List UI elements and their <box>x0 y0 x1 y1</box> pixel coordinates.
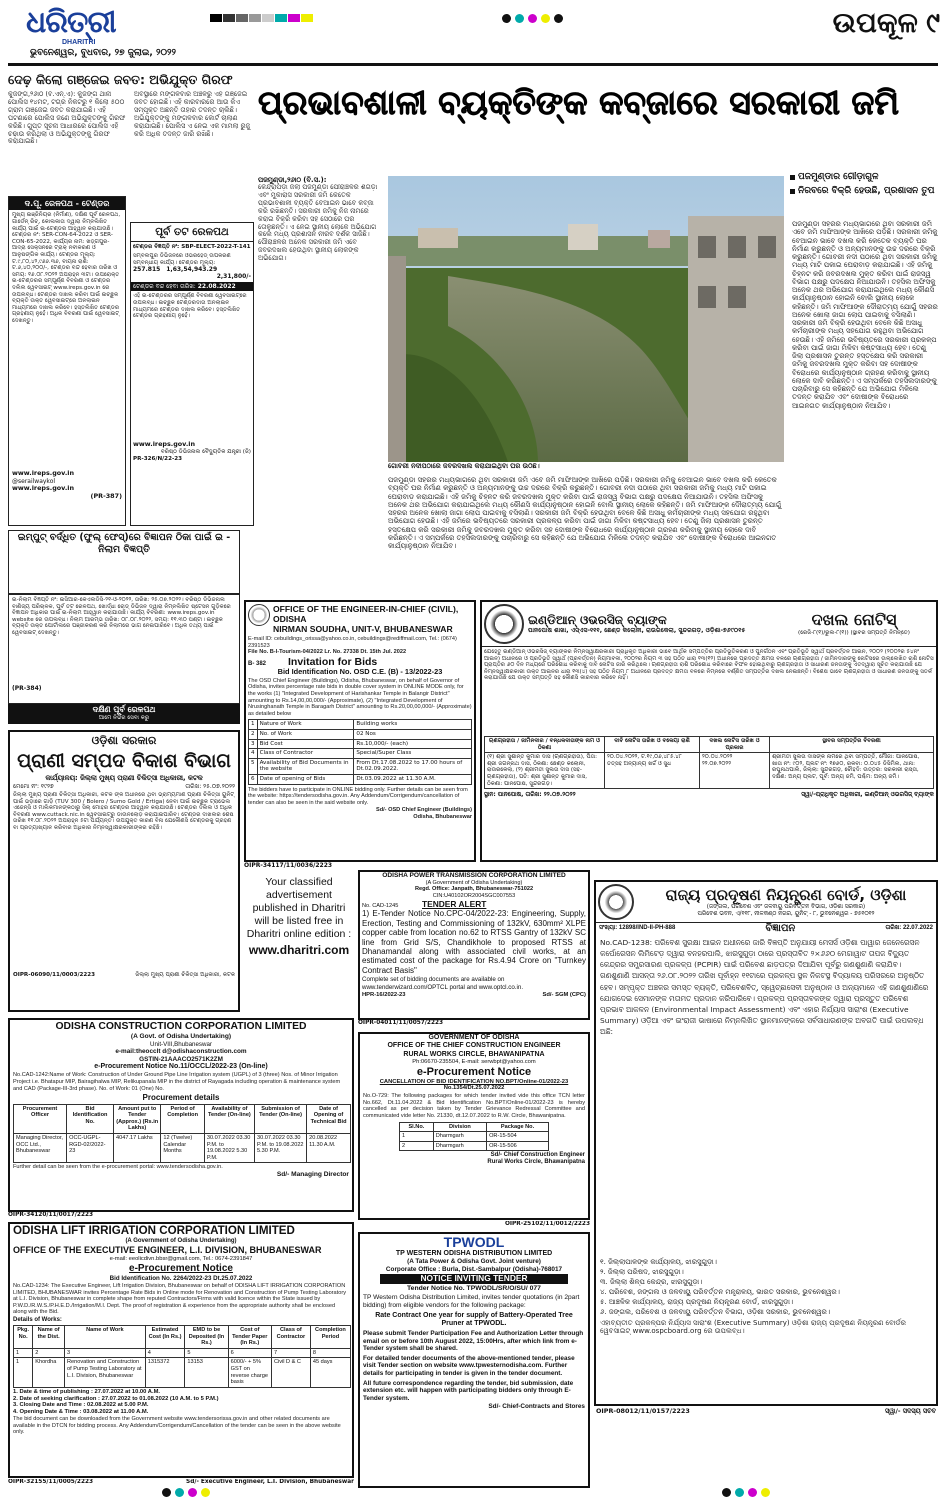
olic-ad <box>8 1222 354 1478</box>
occl-header: Availability of Tender (On-line) <box>204 1104 254 1133</box>
animal-resources-ad <box>8 730 240 1012</box>
auction-title: ଇମ୍ପୁଟ୍ ବର୍ଦ୍ଧିତ (ଫୁଲ୍ ଫେସ୍)ରେ ବିଜ୍ଞାପନ ଠିକା ପାଇଁ ଇ - ନିଲାମ ବିଜ୍ଞପ୍ତି <box>17 532 231 555</box>
ecor-code: PR-326/N/22-23 <box>133 455 183 462</box>
olic-col-index: 3 <box>64 1348 145 1358</box>
optcl-office: Regd. Office: Janpath, Bhubaneswar-751022 <box>414 886 534 893</box>
tpwodl-office: Corporate Office : Burla, Dist.-Sambalpur (Odisha)-768017 <box>385 1265 563 1273</box>
logo-text: ଧରିତ୍ରୀ <box>26 6 116 40</box>
lead-intro: କେନ୍ଦ୍ରାପଡ଼ା ଜିଲା ପଜମୁଣ୍ଡା ପୌରାଞ୍ଚଳର ଶଗଡ଼ା ଏବଂ ମୁକାରାସ ସରକାରୀ ଜମି କେତେକ ପ୍ରଭାବଶାଳୀ ବ୍ୟକ୍ତି ବେଆଇନ ଭାବେ କବ୍‌ଜା କରି ରଖିଛନ୍ତି। ସରକାରୀ ଜମିକୁ ନିଜ ନାମରେ କରାଇ ବିକ୍ରି କରିବା ସହ ସେଠାରେ ଘର ତୋଳୁଛନ୍ତି। ଏ ନେଇ ସ୍ଥାନୀୟ ଲୋକେ ଅଭିଯୋଗ କଲେ ମଧ୍ୟ ପ୍ରଶାସନ ନୀରବ ଦର୍ଶକ ସାଜିଛି। ପୌରାଞ୍ଚଳର ଅନେକ ସରକାରୀ ଜମି ଏବେ ଜବରଦଖଲ ହେଉଥିବା ସ୍ଥାନୀୟ ଲୋକଙ୍କ ଅଭିଯୋଗ। <box>258 184 378 263</box>
animal-code: OIPR-06090/11/0003/2223 <box>13 972 96 979</box>
olic-email: e-mail: eeolicdivn.bbsr@gmail.com, Tel.: 0674-2391847 <box>109 1256 253 1263</box>
iob-bank-name: ଇଣ୍ଡିଆନ୍ ଓଭରସିଜ୍ ବ୍ୟାଙ୍କ <box>528 613 667 628</box>
olic-table <box>13 1325 351 1388</box>
optcl-cad: No. CAD-1245 <box>362 902 399 909</box>
eic-table-row <box>249 775 472 785</box>
olic-col-index: 1 <box>14 1348 33 1358</box>
eic-row-label: Availability of Bid Documents in the website <box>257 758 354 774</box>
iob-c3a: ୨୦.୦୪.୨୦୨୨ <box>702 754 733 761</box>
olic-date-line: 1. Date & time of publishing : 27.07.2022 at 10.00 A.M. <box>13 1388 161 1395</box>
ecor-value: 1,63,54,943.29 <box>166 266 218 274</box>
olic-cell: 1 <box>14 1358 33 1387</box>
occl-further: Further detail can be seen from the e-procurement portal: www.tendersodisha.gov.in. <box>13 1164 223 1171</box>
spcb-list-item: ୫. ଆଞ୍ଚଳିକ କାର୍ଯ୍ୟାଳୟ, ରାଜ୍ୟ ପ୍ରଦୂଷଣ ନିୟନ୍ତ୍ରଣ ବୋର୍ଡ, ଝାରସୁଗୁଡ଼ା। <box>600 1297 794 1306</box>
spcb-name: ରାଜ୍ୟ ପ୍ରଦୂଷଣ ନିୟନ୍ତ୍ରଣ ବୋର୍ଡ, ଓଡ଼ିଶା <box>665 886 907 905</box>
olic-code: OIPR-32155/11/0005/2223 <box>8 1479 94 1485</box>
occl-header: Bid Identification No. <box>67 1104 114 1133</box>
olic-more: The bid document can be downloaded from the Government website www.tendersorissa.gov.in and other related documents are available in the DTCN for bidding process. Any Addendum/Corrigendum/Cancellation of the tender can be seen in the above website only. <box>13 1416 341 1436</box>
occl-body: No.CAD-1242:Name of Work: Construction of Under Ground Pipe Line Irrigation system (UGPL) of 3 (three) Nos. of Minor Irrigation Project i.e. Bhatapur MIP, Bairagihalwa MIP, Relikupanala MIP in the district of Rayagada including operation & maintenance system and CAD (Package-III-3rd phase). No. of Work: 01 (One) No. <box>13 1072 341 1092</box>
eic-row-index: 2 <box>249 730 258 740</box>
spcb-adv: ବିଜ୍ଞାପନ <box>765 923 796 934</box>
rwd-govt: GOVERNMENT OF ODISHA <box>428 1034 520 1041</box>
occl-cell: Managing Director, OCC Ltd., Bhubaneswar <box>14 1134 67 1163</box>
iob-branch: ପାନପୋଷ ଶାଖା, ଏସ୍ଏସ-୧୧୧, ଛେଣ୍ଡ କଲୋନୀ, ରାଉରକେଲା, ସୁନ୍ଦରଗଡ଼, ଓଡ଼ିଶା-୭୬୯୦୧୫ <box>528 627 746 635</box>
rail-ad-body: ମୁଖ୍ୟ ଇଞ୍ଜିନିୟର (ନିର୍ମାଣ), ଦକ୍ଷିଣ ପୂର୍ବ ରେଳପଥ, ଗାର୍ଡେନ୍ ରିଚ୍, କୋଲକାତା ଦ୍ୱାରା ନିମ୍ନଲିଖିତ କାର୍ଯ୍ୟ ପାଇଁ ଇ-ଟେଣ୍ଡର ଆହ୍ୱାନ କରାଯାଉଛି। ଟେଣ୍ଡର ନଂ: SER-CON-64-2022 ଓ SER-CON-65-2022, କାର୍ଯ୍ୟର ନାମ: ଖଡ଼୍ଗପୁର-ଆଦ୍ରା ସେକ୍ସନରେ ଟ୍ରାକ୍ ନବୀକରଣ ଓ ଆନୁଷଙ୍ଗିକ କାର୍ଯ୍ୟ। ଟେଣ୍ଡର ମୂଲ୍ୟ: ଟ.୯,୮୦,୪୨,୯୬୬.୩୬, ବାୟନା ରାଶି: ଟ.୬,୪୦,୨୦୦/-, ଟେଣ୍ଡର ବନ୍ଦ ହେବାର ତାରିଖ ଓ ସମୟ: ୧୬.୦୮.୨୦୨୨ ଅପରାହ୍ନ ୩ଟା। ଉପରୋକ୍ତ ଇ-ଟେଣ୍ଡରର ସମ୍ପୂର୍ଣ୍ଣ ବିବରଣୀ ଓ ଟେଣ୍ଡର ଦଲିଲ ୱେବସାଇଟ୍ www.ireps.gov.in ରେ ଉପଲବ୍ଧ। ଟେଣ୍ଡର ଦାଖଲ କରିବା ପାଇଁ ଇଚ୍ଛୁକ ବ୍ୟକ୍ତି ଉକ୍ତ ୱେବସାଇଟ୍‌ରେ ଅନଲାଇନ ମାଧ୍ୟମରେ ଦାଖଲ କରିବେ। ହସ୍ତଲିଖିତ ଟେଣ୍ଡର ଗ୍ରହଣୀୟ ନୁହେଁ। ଅଧିକ ବିବରଣୀ ପାଇଁ ୱେବସାଇଟ୍ ଦେଖନ୍ତୁ। <box>12 212 121 324</box>
ecor-tender-ad <box>130 222 254 526</box>
occl-pd: Procurement details <box>142 1093 220 1103</box>
ecor-sign: ବରିଷ୍ଠ ଡିଭିଜନାଲ ବୈଦ୍ୟୁତିକ ଯନ୍ତ୍ରୀ (ଜି) <box>160 448 251 455</box>
color-dots-top <box>500 14 620 26</box>
rwd-cell: Dharmgarh <box>433 1141 486 1151</box>
eic-row-value: Special/Super Class <box>354 749 472 759</box>
section-name: ଉପକୂଳ <box>832 6 918 39</box>
olic-col-index: 7 <box>271 1348 310 1358</box>
ecor-close-label: ଟେଣ୍ଡର ବନ୍ଦ ହେବା ତାରିଖ: <box>133 283 196 291</box>
square-bullet-icon <box>790 189 795 194</box>
spcb-sign: ସ୍ୱା/- ସଦସ୍ୟ ସଚିବ <box>885 1408 936 1415</box>
optcl-note: Complete set of bidding documents are available on www.tenderwizard.com/OPTCL portal and www.optcl.co.in. <box>362 976 524 991</box>
logo-sub: DHARITRI <box>62 39 96 46</box>
eic-row-index: 3 <box>249 739 258 749</box>
iob-table <box>484 736 934 789</box>
square-bullet-icon <box>790 175 795 180</box>
lead-dateline: ପଜମୁଣ୍ଡା,୨୬ାଠ (ବି.ସ.): <box>258 176 327 184</box>
rwd-cell: OR-15-506 <box>487 1141 549 1151</box>
lead-body-lower: ପଜମୁଣ୍ଡା ସହରର ମଧ୍ୟଭାଗରେ ଥିବା ସରକାରୀ ଜମି ଏବେ ଜମି ମାଫିଆଙ୍କ ଆଖିରେ ପଡ଼ିଛି। ସରକାରୀ ଜମିକୁ ବେଆଇନ ଭାବେ ଦଖଲ କରି କେତେକ ବ୍ୟକ୍ତି ଘର ନିର୍ମାଣ କରୁଛନ୍ତି ଓ ଅନ୍ୟମାନଙ୍କୁ ଉଚ୍ଚ ଦରରେ ବିକ୍ରି କରୁଛନ୍ତି। ଗୋବରୀ ନଦୀ ପଠାରେ ଥିବା ସରକାରୀ ଜମିକୁ ମଧ୍ୟ ମାଟି ପକାଇ ଘେରାବାଡ଼ କରାଯାଇଛି। ଏହି ଜମିକୁ ଚିହ୍ନଟ କରି ଜବରଦଖଲ ମୁକ୍ତ କରିବା ପାଇଁ ରାଜସ୍ୱ ବିଭାଗ ପକ୍ଷରୁ ପଦକ୍ଷେପ ନିଆଯାଉନି। ତହସିଲ ଅଫିସକୁ ଅନେକ ଥର ଅଭିଯୋଗ କରାଯାଇଥିଲେ ମଧ୍ୟ କୌଣସି କାର୍ଯ୍ୟାନୁଷ୍ଠାନ ହୋଇନି ବୋଲି ସ୍ଥାନୀୟ ଲୋକେ କହିଛନ୍ତି। ଜମି ମାଫିଆଙ୍କ ଦୌରାତ୍ମ୍ୟ ଯୋଗୁଁ ସହରର ଅନେକ ଖୋଲା ଜାଗା ଲୋପ ପାଇବାକୁ ବସିଲାଣି। ସରକାରୀ ଜମି ବିକ୍ରି ହେଉଥିବା ବେଳେ କିଛି ଅସାଧୁ କର୍ମଚାରୀଙ୍କ ମଧ୍ୟ ସହଯୋଗ ରହୁଥିବା ଅଭିଯୋଗ ହେଉଛି। ଏହି ଜମିରେ ଭବିଷ୍ୟତରେ ସରକାରୀ ପ୍ରକଳ୍ପ କରିବା ପାଇଁ ଜାଗା ମିଳିବା କଷ୍ଟସାଧ୍ୟ ହେବ। ତେଣୁ ଜିଲା ପ୍ରଶାସନ ତୁରନ୍ତ ହସ୍ତକ୍ଷେପ କରି ସରକାରୀ ଜମିକୁ ଜବରଦଖଲ ମୁକ୍ତ କରିବା ସହ ଦୋଷୀଙ୍କ ବିରୋଧରେ କାର୍ଯ୍ୟାନୁଷ୍ଠାନ ଗ୍ରହଣ କରିବାକୁ ସ୍ଥାନୀୟ ଲୋକେ ଦାବି କରିଛନ୍ତି। ଏ ସମ୍ପର୍କରେ ତହସିଲଦାରଙ୍କୁ ପଚାରିବାରୁ ସେ କହିଛନ୍ତି ଯେ ଅଭିଯୋଗ ମିଳିଲେ ତଦନ୍ତ କରାଯିବ ଏବଂ ଦୋଷୀଙ୍କ ବିରୋଧରେ ଆଇନଗତ କାର୍ଯ୍ୟାନୁଷ୍ଠାନ ନିଆଯିବ। <box>388 476 782 550</box>
occl-code: OIPR-34120/11/0017/2223 <box>8 1212 94 1218</box>
tpwodl-heading: NOTICE INVITING TENDER <box>380 1274 568 1284</box>
eic-row-value: Dt.03.09.2022 at 11.30 A.M. <box>354 775 472 785</box>
bottom-color-marks <box>0 1488 945 1497</box>
eic-row-value: Rs.10,000/- (each) <box>354 739 472 749</box>
occl-cell: 20.08.2022 11.30 A.M. <box>307 1134 351 1163</box>
occl-header: Period of Completion <box>161 1104 204 1133</box>
animal-office: କାର୍ଯ୍ୟାଳୟ: ଜିଲ୍ଲା ମୁଖ୍ୟ ପ୍ରାଣୀ ଚିକିତ୍ସା ଅଧିକାରୀ, କଟକ <box>45 773 203 782</box>
spcb-foot: ଏହାବ୍ୟତୀତ ପ୍ରକଳ୍ପର ନିର୍ଯ୍ୟାସ ସାରାଂଶ (Executive Summary) ଓଡ଼ିଶା ରାଜ୍ୟ ପ୍ରଦୂଷଣ ନିୟନ୍ତ୍ରଣ ବୋର୍ଡର ୱେବସାଇଟ୍ www.ospcboard.org ରେ ଉପଲବ୍ଧ। <box>600 1318 906 1336</box>
olic-sign: Sd/- Executive Engineer, L.I. Division, Bhubaneswar <box>186 1479 354 1485</box>
rwd-cancel: CANCELLATION OF BID IDENTIFICATION NO.BPT/Online-01/2022-23 <box>379 1078 569 1085</box>
tpwodl-b4: All future correspondence regarding the tender, bid submission, date extension etc. will happen with participating bidders only through E-Tender system. <box>363 1379 574 1402</box>
animal-govt: ଓଡ଼ିଶା ସରକାର <box>91 734 157 747</box>
olic-date-line: 3. Closing Date and Time : 02.08.2022 at 5.00 P.M. <box>13 1402 149 1409</box>
tpwodl-name: TP WESTERN ODISHA DISTRIBUTION LIMITED <box>395 1250 553 1257</box>
spcb-code: OIPR-08012/11/0157/2223 <box>596 1408 690 1415</box>
rwd-code: OIPR-25102/11/0012/2223 <box>504 1221 590 1227</box>
optcl-sub: (A Government of Odisha Undertaking) <box>425 879 523 886</box>
eic-place: Odisha, Bhubaneswar <box>413 813 472 820</box>
section-title <box>780 4 940 44</box>
spcb-list <box>596 1257 936 1317</box>
eic-row-index: 5 <box>249 758 258 774</box>
lead-body-right: ପଜମୁଣ୍ଡା ସହରର ମଧ୍ୟଭାଗରେ ଥିବା ସରକାରୀ ଜମି ଏବେ ଜମି ମାଫିଆଙ୍କ ଆଖିରେ ପଡ଼ିଛି। ସରକାରୀ ଜମିକୁ ବେଆଇନ ଭାବେ ଦଖଲ କରି କେତେକ ବ୍ୟକ୍ତି ଘର ନିର୍ମାଣ କରୁଛନ୍ତି ଓ ଅନ୍ୟମାନଙ୍କୁ ଉଚ୍ଚ ଦରରେ ବିକ୍ରି କରୁଛନ୍ତି। ଗୋବରୀ ନଦୀ ପଠାରେ ଥିବା ସରକାରୀ ଜମିକୁ ମଧ୍ୟ ମାଟି ପକାଇ ଘେରାବାଡ଼ କରାଯାଇଛି। ଏହି ଜମିକୁ ଚିହ୍ନଟ କରି ଜବରଦଖଲ ମୁକ୍ତ କରିବା ପାଇଁ ରାଜସ୍ୱ ବିଭାଗ ପକ୍ଷରୁ ପଦକ୍ଷେପ ନିଆଯାଉନି। ତହସିଲ ଅଫିସକୁ ଅନେକ ଥର ଅଭିଯୋଗ କରାଯାଇଥିଲେ ମଧ୍ୟ କୌଣସି କାର୍ଯ୍ୟାନୁଷ୍ଠାନ ହୋଇନି ବୋଲି ସ୍ଥାନୀୟ ଲୋକେ କହିଛନ୍ତି। ଜମି ମାଫିଆଙ୍କ ଦୌରାତ୍ମ୍ୟ ଯୋଗୁଁ ସହରର ଅନେକ ଖୋଲା ଜାଗା ଲୋପ ପାଇବାକୁ ବସିଲାଣି। ସରକାରୀ ଜମି ବିକ୍ରି ହେଉଥିବା ବେଳେ କିଛି ଅସାଧୁ କର୍ମଚାରୀଙ୍କ ମଧ୍ୟ ସହଯୋଗ ରହୁଥିବା ଅଭିଯୋଗ ହେଉଛି। ଏହି ଜମିରେ ଭବିଷ୍ୟତରେ ସରକାରୀ ପ୍ରକଳ୍ପ କରିବା ପାଇଁ ଜାଗା ମିଳିବା କଷ୍ଟସାଧ୍ୟ ହେବ। ତେଣୁ ଜିଲା ପ୍ରଶାସନ ତୁରନ୍ତ ହସ୍ତକ୍ଷେପ କରି ସରକାରୀ ଜମିକୁ ଜବରଦଖଲ ମୁକ୍ତ କରିବା ସହ ଦୋଷୀଙ୍କ ବିରୋଧରେ କାର୍ଯ୍ୟାନୁଷ୍ଠାନ ଗ୍ରହଣ କରିବାକୁ ସ୍ଥାନୀୟ ଲୋକେ ଦାବି କରିଛନ୍ତି। ଏ ସମ୍ପର୍କରେ ତହସିଲଦାରଙ୍କୁ ପଚାରିବାରୁ ସେ କହିଛନ୍ତି ଯେ ଅଭିଯୋଗ ମିଳିଲେ ତଦନ୍ତ କରାଯିବ ଏବଂ ଦୋଷୀଙ୍କ ବିରୋଧରେ ଆଇନଗତ କାର୍ଯ୍ୟାନୁଷ୍ଠାନ ନିଆଯିବ। <box>792 220 938 410</box>
occl-header: Date of Opening of Technical Bid <box>307 1104 351 1133</box>
lead-story <box>258 72 940 594</box>
classified-text: Your classified advertisement published in Dharitri will be listed free in Dharitri online edition : <box>246 876 352 940</box>
iob-h4: ସ୍ଥାବର ସମ୍ପତ୍ତିର ବିବରଣୀ <box>770 737 934 753</box>
occl-header: Submission of Tender (On-line) <box>255 1104 307 1133</box>
iob-notice-title: ଦଖଲ ନୋଟିସ୍ <box>811 610 897 630</box>
rwd-cell: 1 <box>400 1132 434 1142</box>
optcl-code: OIPR-04011/11/0057/2223 <box>358 1020 444 1026</box>
eic-sign: Sd/- OSD Chief Engineer (Buildings) <box>375 807 472 814</box>
occl-cell: OCC-UGPL-RGD-02/2022-23 <box>67 1134 114 1163</box>
occl-proc: e-Procurement Notice No.11/OCCL/2022-23 (On-line) <box>94 1063 268 1071</box>
eic-row-index: 4 <box>249 749 258 759</box>
iob-logo-icon <box>484 604 524 644</box>
tpwodl-no: Tender Notice No. TPWODL/SR/O/SU/ 077 <box>407 1285 541 1293</box>
eic-table-row <box>249 730 472 740</box>
ecor-emd: 2,31,800/- <box>216 273 251 281</box>
iob-c3 <box>700 753 770 789</box>
olic-header: Class of Contractor <box>271 1326 310 1349</box>
rwd-ad <box>358 1032 590 1220</box>
ser-footer-name: ଦକ୍ଷିଣ ପୂର୍ବ ରେଳପଥ <box>92 705 156 714</box>
ser-footer-sub: ଆମେ ନିର୍ଭର ସେବା କରୁ <box>98 715 150 721</box>
tpwodl-sign: Sd/- Chief-Contracts and Stores <box>488 1403 585 1411</box>
spcb-body: No.CAD-1238: ପରିବେଶ ସୁରକ୍ଷା ଆଇନ ଅଧୀନରେ ଜାରି ବିଜ୍ଞପ୍ତି ଅନୁଯାୟୀ ମେସର୍ସ ଓଡ଼ିଶା ପାୱାର ଜେନେରେସନ କର୍ପୋରେସନ ଲିମିଟେଡ଼ ଦ୍ୱାରା ବନହରପାଲି, ଝାରସୁଗୁଡ଼ା ଠାରେ ପ୍ରସ୍ତାବିତ ୨×୬୬୦ ମେଗାୱାଟ ତାପଜ ବିଦ୍ୟୁତ କେନ୍ଦ୍ରର ସମ୍ପ୍ରସାରଣ ପ୍ରକଳ୍ପ (PCPIR) ପାଇଁ ପରିବେଶ ଛାଡ଼ପତ୍ର ଦିଆଯିବା ପୂର୍ବରୁ ଗଣଶୁଣାଣି କରାଯିବ। ଗଣଶୁଣାଣି ଆସନ୍ତା ୨୬.୦୮.୨୦୨୨ ତାରିଖ ପୂର୍ବାହ୍ନ ୧୧ଟାରେ ପ୍ରକଳ୍ପ ସ୍ଥଳ ନିକଟସ୍ଥ ବିଦ୍ୟାଳୟ ପରିସରରେ ଅନୁଷ୍ଠିତ ହେବ। ସମ୍ପୃକ୍ତ ଅଞ୍ଚଳର ସମସ୍ତ ବ୍ୟକ୍ତି, ପରିବେଶବିତ୍, ସ୍ୱେଚ୍ଛାସେବୀ ଅନୁଷ୍ଠାନ ଓ ଅନ୍ୟମାନେ ଏହି ଗଣଶୁଣାଣିରେ ଯୋଗଦେଇ ସେମାନଙ୍କ ମତାମତ ପ୍ରଦାନ କରିପାରିବେ। ପ୍ରକଳ୍ପ ପ୍ରସ୍ତାବକଙ୍କ ଦ୍ୱାରା ପ୍ରସ୍ତୁତ ପରିବେଶ ପ୍ରଭାବ ଆକଳନ (Environmental Impact Assessment) ଏବଂ ଏହାର ନିର୍ଯ୍ୟାସ ସାରାଂଶ (Executive Summary) ଓଡ଼ିଆ ଏବଂ ଇଂରାଜୀ ଭାଷାରେ ନିମ୍ନଲିଖିତ ସ୍ଥାନମାନଙ୍କରେ ସର୍ବସାଧାରଣଙ୍କ ଅବଗତି ପାଇଁ ଉପଲବ୍ଧ ଅଛି: <box>600 937 929 1037</box>
rwd-table-row <box>400 1132 549 1142</box>
eic-table-row <box>249 749 472 759</box>
ecor-auction-ad <box>8 530 240 594</box>
olic-body: No.CAD-1234: The Executive Engineer, Lift Irrigation Division, Bhubaneswar on behalf of ODISHA LIFT IRRIGATION CORPORATION LIMITED, BHUBANESWAR invites Percentage Rate Bids in Online mode for Renovation and Construction of Pump Testing Laboratory at L.I. Division, Bhubaneswar in complete shape from reputed Contractors/Firms with valid licence within the State issued by P.W.D./R.W.S./P.H.E.D./Irrigation/M.I. Dept. The proof of registration & experience from the appropriate authority shall be enclosed along with the Bid. <box>13 1283 346 1316</box>
spcb-addr: ପରିବେଶ ଭବନ, ଏ/୧୧୮, ନୀଳକଣ୍ଠ ନଗର, ୟୁନିଟ୍ - ୮, ଭୁବନେଶ୍ୱର - ୭୫୧୦୧୨ <box>697 911 875 917</box>
occl-cell: 12 (Twelve) Calendar Months <box>161 1134 204 1163</box>
optcl-alert: TENDER ALERT <box>422 898 487 909</box>
olic-cell: 45 days <box>310 1358 350 1387</box>
spcb-sub: (ଜଙ୍ଗଲ, ପରିବେଶ ଏବଂ ଜଳବାୟୁ ପରିବର୍ତ୍ତନ ବିଭାଗ, ଓଡ଼ିଶା ସରକାର) <box>706 904 866 911</box>
lead-bullet-1: ପଜମୁଣ୍ଡାର ଗୌଡ଼ାଗୁଳ <box>798 172 879 182</box>
occl-cell: 4047.17 Lakhs <box>114 1134 161 1163</box>
occl-unit: Unit-VIII,Bhubaneswar <box>150 1040 212 1048</box>
olic-sub: (A Government of Odisha Undertaking) <box>125 1238 237 1244</box>
iob-c4: ଶ୍ରୀମତୀ ସୁଲତା ଦାସଙ୍କ ନାମରେ ଥିବା ସମ୍ପତ୍ତି, ମୌଜା: ପାନପୋଷ, ଖାତା ନଂ: ୯୦୨, ପ୍ଲଟ ନଂ: ୧୭୬୦, ରକବା: ୦.୦୪୫ ଡିସିମିଲ, ଥାନା: ରଘୁନାଥପାଲି, ଜିଲ୍ଲା: ସୁନ୍ଦରଗଡ଼, ଚୌହଦି: ଉତ୍ତର: ସରକାରୀ ରାସ୍ତା, ଦକ୍ଷିଣ: ଅନ୍ୟ ପ୍ଲଟ, ପୂର୍ବ: ଅନ୍ୟ ଜମି, ପଶ୍ଚିମ: ଅନ୍ୟ ଜମି। <box>770 753 934 789</box>
lead-photo-caption: ଗୋବରୀ ନଦୀପଠାରେ ଜବରଦଖଲ କରାଯାଇଥିବା ଘର ଉଠିଛି। <box>388 463 540 470</box>
rail-ad-site2[interactable]: www.ireps.gov.in <box>12 484 74 493</box>
olic-cell: Civil D & C <box>271 1358 310 1387</box>
olic-header: EMD to be Deposited (In Rs.) <box>185 1326 228 1349</box>
iob-place: ସ୍ଥାନ: ପାନପୋଷ, ତାରିଖ: ୨୨.୦୭.୨୦୨୨ <box>484 791 576 799</box>
rwd-h1: Sl.No. <box>400 1122 434 1132</box>
animal-sign: ଜିଲ୍ଲା ମୁଖ୍ୟ ପ୍ରାଣୀ ଚିକିତ୍ସା ଅଧିକାରୀ, କଟକ <box>135 972 235 979</box>
occl-sub: (A Govt. of Odisha Undertaking) <box>130 1033 232 1040</box>
tpwodl-b3: For detailed tender documents of the above-mentioned tender, please visit Tender section on website www.tpwesternodisha.com. Further details for participating in tender is given in the tender document. <box>363 1354 575 1378</box>
eic-table-row <box>249 720 472 730</box>
eic-file: File No. B-I-Tourism-04/2022 Lr. No. 27338 Dt. 15th Jul. 2022 <box>248 649 407 656</box>
occl-sign: Sd/- Managing Director <box>276 1170 349 1178</box>
spcb-date: ତାରିଖ: 22.07.2022 <box>885 925 933 932</box>
rail-ad-title: ଦ.ପୂ. ରେଳପଥ - ଟେଣ୍ଡର <box>9 197 125 210</box>
eic-title2: NIRMAN SOUDHA, UNIT-V, BHUBANESWAR <box>273 624 453 634</box>
eic-bid-id: Bid Identification No. OSD C.E. (B) - 13/2022-23 <box>277 667 443 677</box>
olic-col-index: 8 <box>310 1348 350 1358</box>
brief-headline: ଦେଢ଼ କିଲୋ ଗଞ୍ଜେଇ ଜବତ: ଅଭିଯୁକ୍ତ ଗିରଫ <box>8 72 233 87</box>
iob-h1: ଋଣଗ୍ରହୀତା / ଜାମିନଦାର / ବନ୍ଧକଦାତାଙ୍କ ନାମ ଓ ଠିକଣା <box>485 737 605 753</box>
optcl-cin: CIN:U40102OR2004SGC007553 <box>432 892 516 899</box>
olic-office: OFFICE OF THE EXECUTIVE ENGINEER, L.I. DIVISION, BHUBANESWAR <box>13 1245 322 1256</box>
spcb-logo-icon <box>598 884 634 920</box>
eic-row-label: Bid Cost <box>257 739 354 749</box>
occl-table <box>13 1104 351 1164</box>
rwd-h2: Division <box>433 1122 486 1132</box>
eic-body: The OSD Chief Engineer (Buildings), Odisha, Bhubaneswar, on behalf of Governor of Odisha, invites percentage rate bids in double cover system in ONLINE MODE only, for the works (1) "Integrated Development of Harishankar Temple in Balangir District" amounting to Rs.14,00,00,000/- (Approximate), (2) "Integrated Development of Nrusinghanath Temple in Baragarh District" amounting to Rs.20,00,00,000/- (Approximate) as detailed below <box>248 677 472 717</box>
spcb-list-item: ୬. ଜଙ୍ଗଲ, ପରିବେଶ ଓ ଜଳବାୟୁ ପରିବର୍ତ୍ତନ ବିଭାଗ, ଓଡ଼ିଶା ସରକାର, ଭୁବନେଶ୍ୱର। <box>600 1307 831 1316</box>
classified-promo <box>244 872 354 1012</box>
masthead <box>0 0 945 70</box>
olic-cell: 6000/- + 5% GST on reverse charge basis <box>228 1358 271 1387</box>
ecor-site[interactable]: www.ireps.gov.in <box>133 440 195 449</box>
tpwodl-pkg: Rate Contract One year for supply of Battery-Operated Tree Pruner at TPWODL. <box>375 1311 573 1328</box>
spcb-list-item: ୨. ଜିଲ୍ଲା ପରିଷଦ, ଝାରସୁଗୁଡ଼ା। <box>600 1267 684 1276</box>
olic-col-index: 4 <box>145 1348 185 1358</box>
rwd-cell: Dharmgarh <box>433 1132 486 1142</box>
eic-table-row <box>249 739 472 749</box>
rwd-div: RURAL WORKS CIRCLE, BHAWANIPATNA <box>403 1050 545 1058</box>
eic-row-label: Class of Contractor <box>257 749 354 759</box>
olic-col-index: 6 <box>228 1348 271 1358</box>
eic-table <box>248 719 472 784</box>
ecor-note: ଏହି ଇ-ଟେଣ୍ଡରର ସମ୍ପୂର୍ଣ୍ଣ ବିବରଣୀ ୱେବସାଇଟ୍‌ରେ ଉପଲବ୍ଧ। ଇଚ୍ଛୁକ ଟେଣ୍ଡରଦାତା ଅନଲାଇନ ମାଧ୍ୟମରେ ଟେଣ୍ଡର ଦାଖଲ କରିବେ। ହସ୍ତଲିଖିତ ଟେଣ୍ଡର ଗ୍ରହଣୀୟ ନୁହେଁ। <box>133 293 247 320</box>
dharitri-logo <box>26 6 126 46</box>
eic-bno: B- 382 <box>248 660 267 667</box>
lead-intro-col <box>258 176 383 536</box>
olic-header: Pkg. No. <box>14 1326 33 1349</box>
olic-details: Details of Works: <box>13 1316 62 1323</box>
spcb-ad <box>594 880 938 1406</box>
rwd-h3: Package No. <box>487 1122 549 1132</box>
iob-body: ଯେହେତୁ ଇଣ୍ଡିଆନ୍ ଓଭରସିଜ୍ ବ୍ୟାଙ୍କର ନିମ୍ନସ୍ୱାକ୍ଷରକାରୀ ପ୍ରାଧିକୃତ ଅଧିକାରୀ ଭାବେ ଆର୍ଥିକ ସମ୍ପତ୍ତିର ପ୍ରତିଭୂତିକରଣ ଓ ପୁନର୍ଗଠନ ଏବଂ ପ୍ରତିଭୂତି ସ୍ୱାର୍ଥ ପ୍ରବର୍ତ୍ତନ ଆଇନ, ୨୦୦୨ (୨୦୦୨ର ୫୪ନଂ ଆଇନ) ଅଧୀନରେ ଓ ପ୍ରତିଭୂତି ସ୍ୱାର୍ଥ (ପ୍ରବର୍ତ୍ତନ) ନିୟମାବଳୀ, ୨୦୦୨ର ନିୟମ ୩ ସହ ପଠିତ ଧାରା ୧୩(୧୨) ଅଧୀନରେ ପ୍ରଦତ୍ତ କ୍ଷମତା ବଳରେ ଋଣଗ୍ରହୀତା / ଜାମିନଦାରଙ୍କୁ ନୋଟିସରେ ଉଲ୍ଲେଖିତ ରାଶି ନୋଟିସ ପ୍ରାପ୍ତିର ୬୦ ଦିନ ମଧ୍ୟରେ ପରିଶୋଧ କରିବାକୁ ଦାବି ନୋଟିସ ଜାରି କରିଥିଲେ। ଋଣଗ୍ରହୀତା ରାଶି ପରିଶୋଧ କରିବାରେ ବିଫଳ ହୋଇଥିବାରୁ ଋଣଗ୍ରହୀତା ଓ ସାଧାରଣ ଜନତାଙ୍କୁ ଏତଦ୍ୱାରା ସୂଚିତ କରାଯାଉଛି ଯେ ନିମ୍ନସ୍ୱାକ୍ଷରକାରୀ ଉକ୍ତ ଆଇନର ଧାରା ୧୩(୪) ସହ ପଠିତ ନିୟମ ୮ ଅଧୀନରେ ପ୍ରଦତ୍ତ କ୍ଷମତା ବଳରେ ନିମ୍ନରେ ବର୍ଣ୍ଣିତ ସମ୍ପତ୍ତିର ଦଖଲ ନେଇଛନ୍ତି। ବିଶେଷ ଭାବେ ଋଣଗ୍ରହୀତା ଓ ସାଧାରଣ ଜନତାଙ୍କୁ ସତର୍କ କରାଯାଉଛି ଯେ ଉକ୍ତ ସମ୍ପତ୍ତି ସହ କୌଣସି କାରବାର କରିବେ ନାହିଁ। <box>484 649 934 682</box>
olic-cell: 13153 <box>185 1358 228 1387</box>
spcb-footer <box>594 1408 938 1420</box>
ecor-ad-body: ସମ୍ବଲପୁର ଡିଭିଜନରେ ଓଭରହେଡ୍ ଉପକରଣ ସମ୍ବନ୍ଧୀୟ କାର୍ଯ୍ୟ। ଟେଣ୍ଡର ମୂଲ୍ୟ: <box>133 252 231 266</box>
brief-body-left: କୁଜଙ୍ଗ,୨୬ାଠ (ବି.ଏନ୍.ଏ): କୁଜଙ୍ଗ ଥାନା ପୋଲିସ ୧୪ମଟ, ଟଗ୍ର ନିକଟରୁ ୧ କିଲୋ ୫୦୦ ଗ୍ରାମ ଗଞ୍ଜେଇ ଜବତ କରାଯାଇଛି। ଏହି ଘଟଣାରେ ପୋଲିସ ଜଣେ ଅଭିଯୁକ୍ତଙ୍କୁ ଗିରଫ କରିଛି। ଗୁପ୍ତ ସୂଚନା ଆଧାରରେ ପୋଲିସ ଏହି ଚଢ଼ାଉ କରିଥିଲା ଓ ଅଭିଯୁକ୍ତଙ୍କୁ ଗିରଫ କରାଯାଇଛି। <box>8 91 126 146</box>
lead-bullet-2: ନିରବରେ ବିକ୍ରି ହେଉଛି, ପ୍ରଶାସନ ତୁପ <box>798 185 935 196</box>
rwd-cell: OR-15-504 <box>487 1132 549 1142</box>
iob-c2: ୨୦.୦୪.୨୦୨୨, ଟ.୧୯,୦୬,୪୮୫.୪୮ ତତ୍ସହ ଅନ୍ୟାନ୍ୟ ଖର୍ଚ୍ଚ ଓ ସୁଧ <box>605 753 700 789</box>
iob-h2: ଦାବି ନୋଟିସ ତାରିଖ ଓ ବକେୟା ରାଶି <box>605 737 700 753</box>
eic-civil-ad <box>244 600 476 862</box>
ecor-close-date: 22.08.2022 <box>197 283 236 291</box>
iob-h3: ଦଖଲ ନୋଟିସ ତାରିଖ ଓ ପ୍ରକାର <box>700 737 770 753</box>
eic-row-label: Nature of Work <box>257 720 354 730</box>
spcb-list-item: ୩. ଜିଲ୍ଲା ଶିଳ୍ପ କେନ୍ଦ୍ର, ଝାରସୁଗୁଡ଼ା। <box>600 1277 703 1286</box>
eic-row-index: 6 <box>249 775 258 785</box>
rwd-body: No.O-729: The following packages for which tender invited vide this office TCN letter No.662, Dt.11.04.2022 & Bid Identification No.BPT/Online-01/2022-23 is hereby cancelled as per decision taken by Tender Grievance Redressal Committee and communicated vide letter No. 21330, dt.12.07.2022 to R.W. Circle, Bhawanipatna. <box>363 1093 585 1120</box>
animal-dept: ପ୍ରାଣୀ ସମ୍ପଦ ବିକାଶ ବିଭାଗ <box>17 749 231 772</box>
iob-c1: (୧) ଶ୍ରୀ ସୁଶାନ୍ତ କୁମାର ଦାସ (ଋଣଗ୍ରହୀତା), ପିତା: ଶ୍ରୀ ଜଗନ୍ନାଥ ଦାସ, ଠିକଣା: ଛେଣ୍ଡ କଲୋନୀ, ରାଉରକେଲା, (୨) ଶ୍ରୀମତୀ ସୁଲତା ଦାସ (ସହ-ଋଣଗ୍ରହୀତା), ପତି: ଶ୍ରୀ ସୁଶାନ୍ତ କୁମାର ଦାସ, ଠିକଣା: ପାନପୋଷ, ସୁନ୍ଦରଗଡ଼। <box>485 753 605 789</box>
rail-ad-twitter[interactable]: @serailwaykol <box>12 477 56 485</box>
iob-c3b: ୨୨.୦୭.୨୦୨୨ <box>702 760 732 767</box>
color-bar <box>210 14 330 26</box>
lead-bullets <box>790 172 938 216</box>
iob-sign: ସ୍ୱା/-ପ୍ରାଧିକୃତ ଅଧିକାରୀ, ଇଣ୍ଡିଆନ୍ ଓଭରସିଜ୍ ବ୍ୟାଙ୍କ <box>801 791 934 799</box>
occl-gstin: GSTIN-21AAACO2571K2ZM <box>139 1055 223 1063</box>
olic-header: Name of the Dist. <box>33 1326 65 1349</box>
eic-row-value: From Dt.17.08.2022 to 17.00 hours of Dt.02.09.2022. <box>354 758 472 774</box>
rwd-cell: 2 <box>400 1141 434 1151</box>
ser-footer <box>8 704 240 724</box>
eic-row-value: 02 Nos <box>354 730 472 740</box>
spcb-no: ସଂଖ୍ୟା: 12898/IND-II-PH-888 <box>599 925 676 932</box>
animal-date: ତାରିଖ: ୨୫.୦୭.୨୦୨୨ <box>185 782 235 790</box>
optcl-name: ODISHA POWER TRANSMISSION CORPORATION LIMITED <box>382 872 566 879</box>
eic-contact: E-mail ID: cebuildings_orissa@yahoo.co.in, cebuildings@rediffmail.com, Tel.: (0674) 2391523 <box>248 636 457 649</box>
occl-name: ODISHA CONSTRUCTION CORPORATION LIMITED <box>55 1021 307 1032</box>
auction-body: ଇ-ନିଲାମ ବିଜ୍ଞପ୍ତି ନଂ: ଇସିଆର-କେଏଲଡିସି-୨୧-ଓ-୨୦୨୨, ତାରିଖ: ୨୫.୦୭.୨୦୨୨। ବରିଷ୍ଠ ଡିଭିଜନାଲ ବାଣିଜ୍ୟ ପରିଚାଳକ, ପୂର୍ବ ତଟ ରେଳପଥ, ଖୋର୍ଦ୍ଧା ରୋଡ୍ ଡିଭିଜନ ଦ୍ୱାରା ନିମ୍ନଲିଖିତ ଷ୍ଟେସନ ଗୁଡ଼ିକରେ ବିଜ୍ଞାପନ ଅଧିକାର ପାଇଁ ଇ-ନିଲାମ ଆହ୍ୱାନ କରାଯାଉଛି। କାର୍ଯ୍ୟ ବିବରଣୀ: www.ireps.gov.in website ରେ ଉପଲବ୍ଧ। ନିଲାମ ଆରମ୍ଭ ତାରିଖ: ୦୮.୦୮.୨୦୨୨, ସମୟ: ୧୧.୩୦ ଘଣ୍ଟା। ଇଚ୍ଛୁକ ବ୍ୟକ୍ତି ଉକ୍ତ ପୋର୍ଟାଲରେ ପଞ୍ଜୀକରଣ କରି ନିଲାମରେ ଭାଗ ନେଇପାରିବେ। ଅଧିକ ତଥ୍ୟ ପାଇଁ ୱେବସାଇଟ୍ ଦେଖନ୍ତୁ। <box>12 597 231 636</box>
eic-table-row <box>249 758 472 774</box>
optcl-tender-ad <box>358 870 590 1020</box>
ecor-tender-no: ଟେଣ୍ଡର ବିଜ୍ଞପ୍ତି ନଂ: SBP-ELECT-2022-T-141 <box>133 244 251 251</box>
eic-row-index: 1 <box>249 720 258 730</box>
olic-cell: Renovation and Construction of Pump Testing Laboratory at L.I. Division, Bhubaneswar <box>64 1358 145 1387</box>
rwd-no: No.1354/Dt.25.07.2022 <box>443 1085 505 1092</box>
animal-body: ଜିଲ୍ଲା ମୁଖ୍ୟ ପ୍ରାଣୀ ଚିକିତ୍ସା ଅଧିକାରୀ, କଟକ ଙ୍କ ଅଧୀନରେ ଥିବା ଭ୍ରାମ୍ୟମାଣ ପ୍ରାଣୀ ଚିକିତ୍ସା ୟୁନିଟ୍ ପାଇଁ ଭଡ଼ାରେ ଗାଡ଼ି (TUV 300 / Bolero / Sumo Gold / Ertiga) ନେବା ପାଇଁ ଇଚ୍ଛୁକ ଟ୍ରାଭେଲ ଏଜେନ୍ସି ଓ ମାଲିକମାନଙ୍କଠାରୁ ସିଲ୍ ମୋହର ଟେଣ୍ଡର ଆହ୍ୱାନ କରାଯାଉଛି। ଟେଣ୍ଡର ଦଲିଲ ଓ ଅଧିକ ବିବରଣୀ www.cuttack.nic.in ୱେବସାଇଟ୍‌ରୁ ଡାଉନଲୋଡ଼ କରାଯାଇପାରିବ। ଟେଣ୍ଡର ଦାଖଲର ଶେଷ ତାରିଖ ୧୧.୦୮.୨୦୨୨ ଅପରାହ୍ନ ୫ଟା ପର୍ଯ୍ୟନ୍ତ। ଉପଯୁକ୍ତ କାରଣ ବିନା ଯେକୌଣସି ଟେଣ୍ଡରକୁ ଗ୍ରହଣ ବା ପ୍ରତ୍ୟାଖ୍ୟାନ କରିବାର ଅଧିକାର ନିମ୍ନସ୍ୱାକ୍ଷରକାରୀଙ୍କର ରହିଛି। <box>13 792 235 832</box>
odisha-emblem-icon <box>248 604 270 626</box>
eic-code: OIPR-34117/11/0036/2223 <box>244 862 333 869</box>
tpwodl-logo: TPWODL <box>443 1234 505 1250</box>
eic-title1: OFFICE OF THE ENGINEER-IN-CHIEF (CIVIL), ODISHA <box>273 604 459 624</box>
ecor-ad-title: ପୂର୍ବ ତଟ ରେଳପଥ <box>131 223 253 242</box>
olic-cell: 1315372 <box>145 1358 185 1387</box>
optcl-hpr: HPR-16/2022-23 <box>362 991 406 998</box>
eic-row-label: No. of Work <box>257 730 354 740</box>
occl-header: Procurement Officer <box>14 1104 67 1133</box>
olic-header: Estimated Cost (In Rs.) <box>145 1326 185 1349</box>
auction-code: (PR-384) <box>12 685 42 692</box>
eic-row-label: Date of opening of Bids <box>257 775 354 785</box>
masthead-rule <box>8 63 938 66</box>
rwd-sign: Sd/- Chief Construction Engineer <box>490 1152 585 1159</box>
optcl-sign: Sd/- SGM (CPC) <box>542 991 586 998</box>
olic-heading: e-Procurement Notice <box>129 1262 233 1274</box>
olic-name: ODISHA LIFT IRRIGATION CORPORATION LIMITED <box>13 1224 295 1237</box>
tpwodl-ad <box>358 1232 590 1488</box>
eic-row-value: Building works <box>354 720 472 730</box>
spcb-list-item: ୧. ଜିଲ୍ଲାପାଳଙ୍କ କାର୍ଯ୍ୟାଳୟ, ଝାରସୁଗୁଡ଼ା। <box>600 1257 717 1266</box>
occl-email: e-mail:theocclt d@odishaconstruction.com <box>115 1048 247 1056</box>
rail-ad-code: (PR-387) <box>90 491 122 500</box>
brief-body-right: ଅବସ୍ଥାରେ ମଙ୍ଗଳବାର ଅଞ୍ଚଳରୁ ଏହି ଗଞ୍ଜେଇ ଜବତ ହୋଇଛି। ଏହି କାରବାରରେ ଆଉ କିଏ ସମ୍ପୃକ୍ତ ଅଛନ୍ତି ତାହାର ତଦନ୍ତ ଚାଲିଛି। ଅଭିଯୁକ୍ତଙ୍କୁ ମଙ୍ଗଳବାର କୋର୍ଟ ଚାଲାଣ କରାଯାଇଛି। ପୋଲିସ ଏ ନେଇ ଏକ ମାମଲା ରୁଜୁ କରି ଅଧିକ ତଦନ୍ତ ଜାରି ରଖିଛି। <box>134 91 251 138</box>
olic-header: Cost of Tender Paper (In Rs.) <box>228 1326 271 1349</box>
rwd-office: OFFICE OF THE CHIEF CONSTRUCTION ENGINEER <box>387 1042 561 1050</box>
dateline: ଭୁବନେଶ୍ୱର, ବୁଧବାର, ୨୭ ଜୁଲାଇ, ୨୦୨୨ <box>30 48 176 58</box>
rwd-heading: e-Procurement Notice <box>416 1065 532 1078</box>
brief-story <box>8 72 253 192</box>
occl-header: Amount put to Tender (Approx.) (Rs.in Lakhs) <box>114 1104 161 1133</box>
tpwodl-body: TP Western Odisha Distribution Limited, invites tender quotations (in 2part bidding) from eligible vendors for the following package: <box>363 1294 580 1310</box>
olic-header: Name of Work <box>64 1326 145 1349</box>
olic-date-line: 2. Date of seeking clarification : 27.07.2022 to 01.08.2022 (10 A.M. to 5 P.M.) <box>13 1395 219 1402</box>
olic-bid: Bid Identification No. 2264/2022-23 Dt.25.07.2022 <box>109 1274 253 1282</box>
rwd-contact: Ph:06670-235504, E-mail: serwbpt@yahoo.com <box>412 1058 536 1065</box>
olic-cell: Khordha <box>33 1358 65 1387</box>
olic-date-line: 4. Opening Date & Time : 03.08.2022 at 11.00 A.M. <box>13 1409 149 1416</box>
ecor-auction-body-box <box>8 594 240 704</box>
spcb-list-item: ୪. ପରିବେଶ, ଜଙ୍ଗଲ ଓ ଜଳବାୟୁ ପରିବର୍ତ୍ତନ ମନ୍ତ୍ରାଳୟ, ଭାରତ ସରକାର, ଭୁବନେଶ୍ୱର। <box>600 1287 840 1296</box>
occl-cell: 30.07.2022 03.30 P.M. to 19.08.2022 5.30 P.M. <box>255 1134 307 1163</box>
rail-ad-site1[interactable]: www.ireps.gov.in <box>12 469 74 478</box>
ecor-amount: 257.815 <box>133 266 161 274</box>
olic-col-index: 5 <box>185 1348 228 1358</box>
iob-possession-notice <box>480 600 938 862</box>
optcl-body: 1) E-Tender Notice No.CPC-04/2022-23: Engineering, Supply, Erection, Testing and Commissioning of 132kV, 630mm² XLPE copper cable from location no.62 to RTSS Gantry of 132kV SC line from Grid S/S, Chandikhole to proposed RTSS at Dhanamandal along with associated civil works, at an estimated cost of the package for Rs.4.94 Crore on "Turnkey Contract Basis" <box>362 909 586 975</box>
olic-dates <box>10 1389 352 1416</box>
eic-heading: Invitation for Bids <box>288 655 378 668</box>
eic-note: The bidders have to participate in ONLINE bidding only. Further details can be seen from the website: https://tendersodisha.gov.in. Any Addendum/Corrigendum/cancellation of tender can also be seen in the said website only. <box>248 786 468 806</box>
rwd-table <box>399 1122 549 1152</box>
classified-site[interactable]: www.dharitri.com <box>248 943 350 957</box>
iob-notice-sub: (ରେଜି-୮(୧)/ରୁଲ-୮(୧)) (ସ୍ଥାବର ସମ୍ପତ୍ତି ନିମନ୍ତେ) <box>798 630 910 637</box>
occl-ad <box>8 1018 354 1212</box>
rail-tender-ad <box>8 196 126 526</box>
rwd-sign2: Rural Works Circle, Bhawanipatna <box>487 1159 585 1166</box>
tpwodl-b2: Please submit Tender Participation Fee and Authorization Letter through email on or before 10th August 2022, 15:00Hrs, after which link from e-Tender system shall be shared. <box>363 1330 584 1353</box>
animal-memo-no: ମେମୋ ନଂ: ୧୯୨୭ <box>13 782 54 790</box>
olic-header: Completion Period <box>310 1326 350 1349</box>
tpwodl-jv: (A Tata Power & Odisha Govt. Joint venture) <box>407 1258 541 1266</box>
olic-col-index: 2 <box>33 1348 65 1358</box>
lead-headline: ପ୍ରଭାବଶାଳୀ ବ୍ୟକ୍ତିଙ୍କ କବ୍‌ଜାରେ ସରକାରୀ ଜମି <box>258 83 900 122</box>
lead-photo <box>388 176 784 462</box>
occl-cell: 30.07.2022 03.30 P.M. to 19.08.2022 5.30 P.M. <box>204 1134 254 1163</box>
rwd-table-row <box>400 1141 549 1151</box>
page-number: ୯ <box>926 6 940 39</box>
